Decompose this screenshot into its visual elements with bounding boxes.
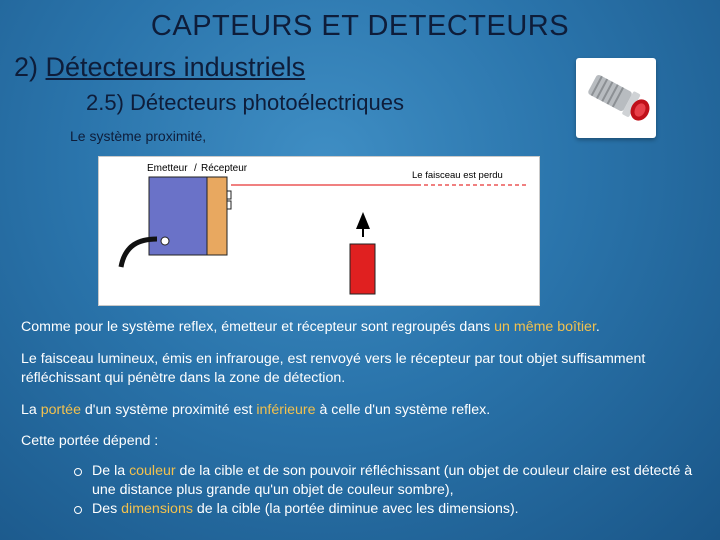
bullet-1-c: de la cible et de son pouvoir réfléchissant (un objet de couleur claire est détecté à une distance plus grande qu'un objet de couleur sombre), xyxy=(92,463,693,498)
p3-c: d'un système proximité est xyxy=(80,402,257,418)
bullet-2-a: Des xyxy=(92,501,122,517)
beam-label: Le faisceau est perdu xyxy=(412,170,503,181)
sensor-receiver-block xyxy=(207,177,227,255)
sensor-led xyxy=(161,237,169,245)
bullet-1-highlight: couleur xyxy=(129,463,176,479)
receiver-label: Récepteur xyxy=(201,163,248,174)
bullet-icon xyxy=(74,506,82,514)
bullet-icon xyxy=(74,468,82,476)
paragraph-2: Le faisceau lumineux, émis en infrarouge, est renvoyé vers le récepteur par tout objet suffisamment réfléchissant qui pénètre dans la zone de détection. xyxy=(21,351,646,386)
p1-text: Comme pour le système reflex, émetteur et récepteur sont regroupés dans xyxy=(21,319,495,335)
label-separator: / xyxy=(194,163,197,174)
section-heading: 2.5) Détecteurs photoélectriques xyxy=(86,90,404,115)
p1-highlight: un même boîtier xyxy=(494,319,596,335)
list-item xyxy=(20,500,710,519)
paragraph-3 xyxy=(21,401,711,420)
bullet-2-highlight: dimensions xyxy=(121,501,193,517)
paragraph-4: Cette portée dépend : xyxy=(21,433,159,449)
list-item xyxy=(20,462,710,500)
bullet-list xyxy=(20,462,710,519)
subtitle-text: Détecteurs industriels xyxy=(45,52,306,82)
p1-end: . xyxy=(595,319,600,335)
target-object xyxy=(350,244,375,294)
slide-subtitle xyxy=(14,52,305,83)
emitter-label: Emetteur xyxy=(147,163,188,174)
arrow-up-icon xyxy=(356,212,370,229)
proximity-diagram xyxy=(98,156,540,306)
subtitle-number: 2) xyxy=(14,52,46,82)
p3-range-highlight: portée xyxy=(40,402,81,418)
bullet-2-c: de la cible (la portée diminue avec les dimensions). xyxy=(192,501,519,517)
diagram-caption: Le système proximité, xyxy=(70,128,207,144)
paragraph-1 xyxy=(21,318,711,337)
p3-lower-highlight: inférieure xyxy=(256,402,316,418)
sensor-photo xyxy=(576,58,656,138)
p3-e: à celle d'un système reflex. xyxy=(315,402,491,418)
sensor-emitter-block xyxy=(149,177,209,255)
bullet-1-a: De la xyxy=(92,463,130,479)
slide-title: CAPTEURS ET DETECTEURS xyxy=(150,10,570,42)
p3-a: La xyxy=(21,402,41,418)
